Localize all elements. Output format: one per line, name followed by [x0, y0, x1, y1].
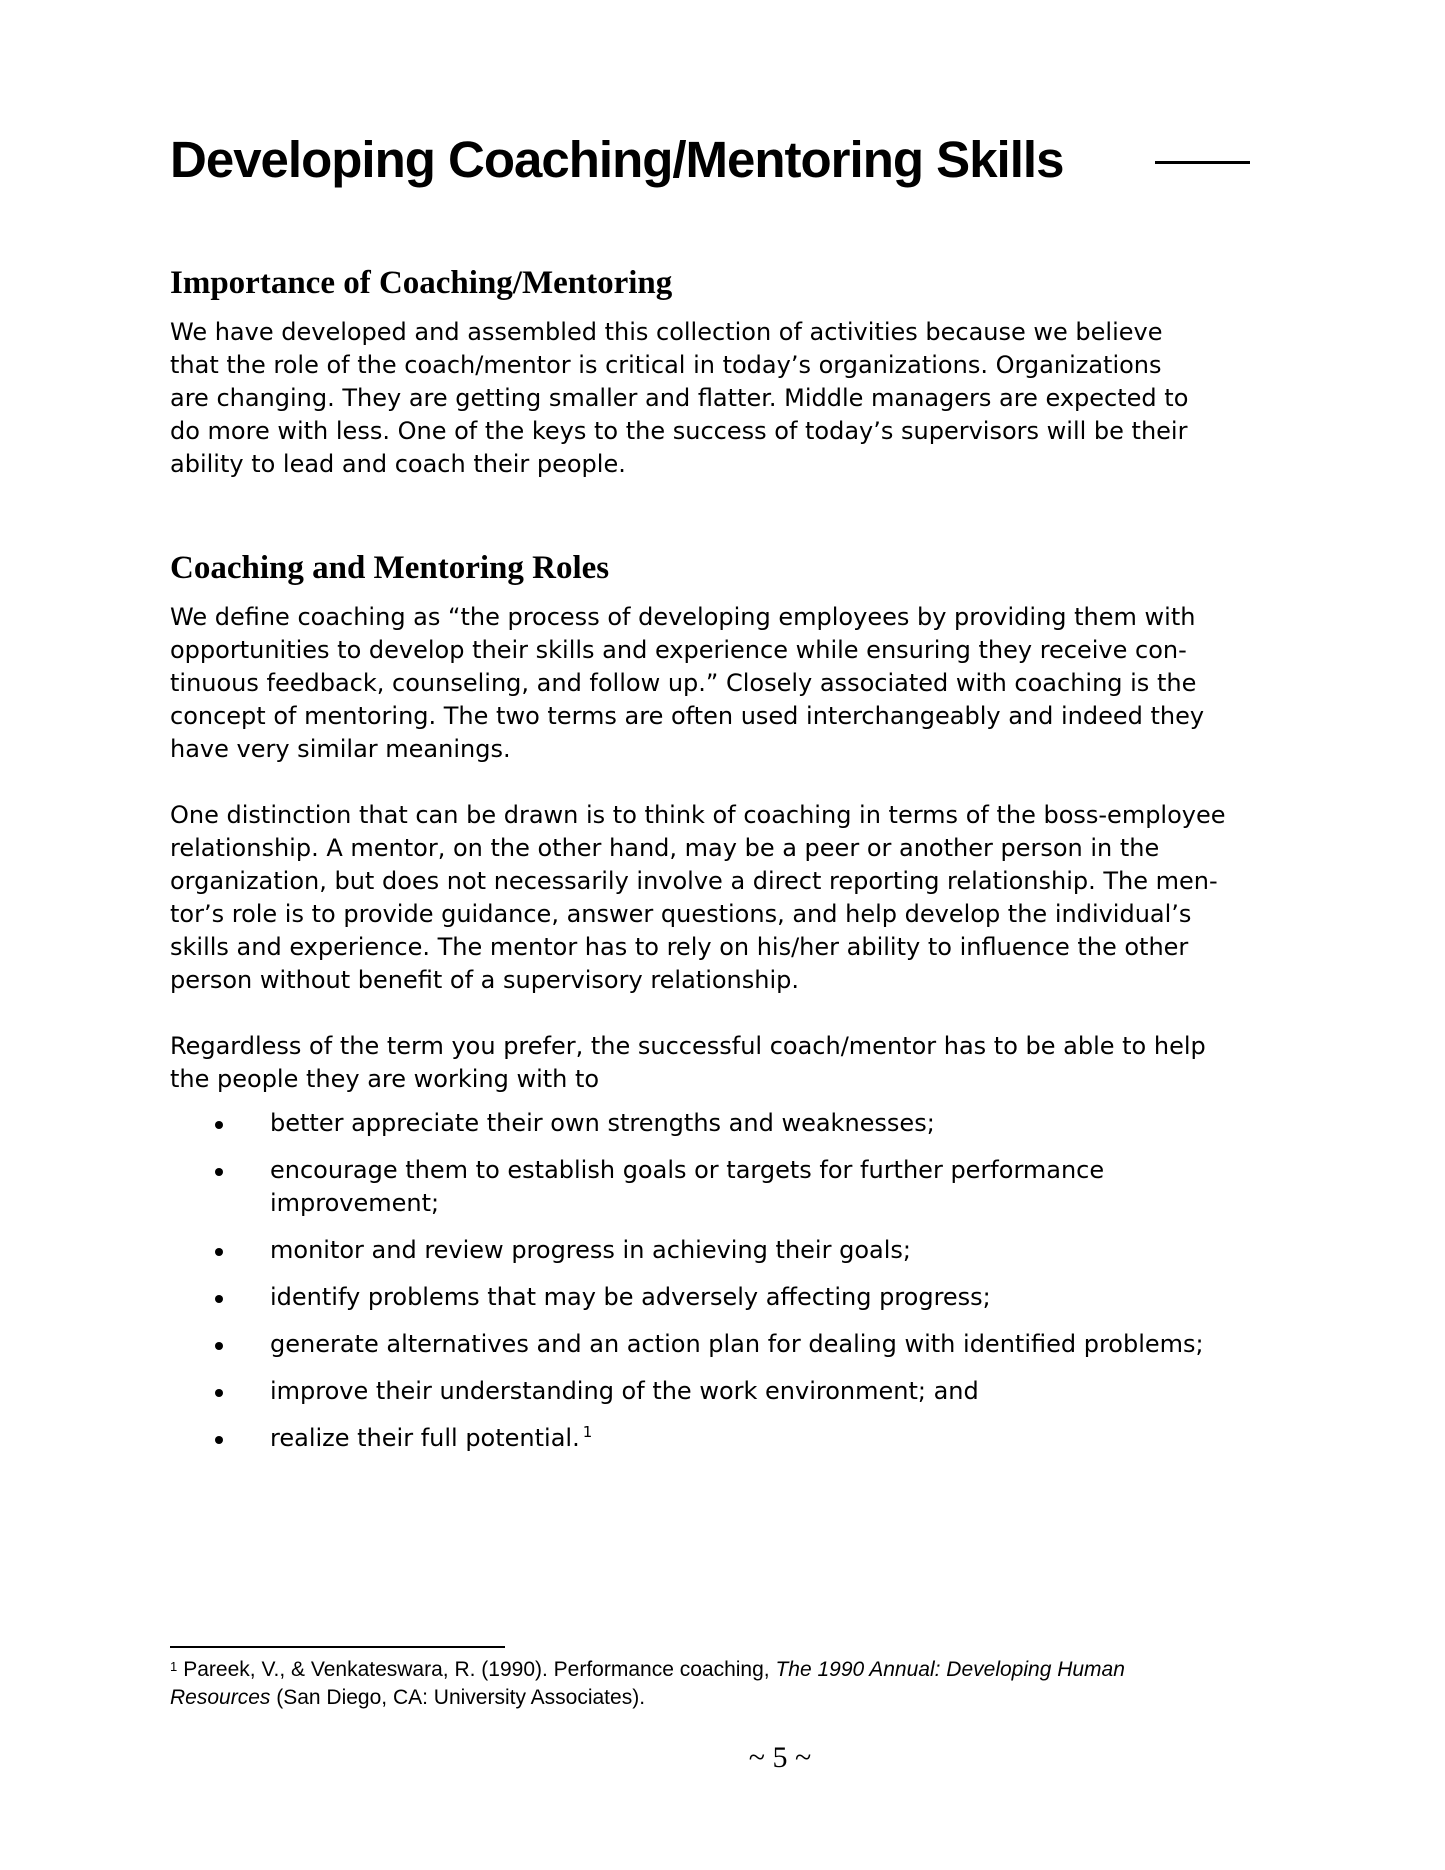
text-line: ability to lead and coach their people.	[170, 450, 626, 478]
text-line: tinuous feedback, counseling, and follow up.” Closely associated with coaching is the	[170, 669, 1197, 697]
text-line: tor’s role is to provide guidance, answer questions, and help develop the individual’s	[170, 900, 1192, 928]
footnote-separator	[170, 1646, 505, 1648]
list-item	[170, 1154, 1300, 1220]
text-line: opportunities to develop their skills and experience while ensuring they receive con-	[170, 636, 1187, 664]
list-item-text-with-footnote	[270, 1422, 1300, 1455]
text-line: Regardless of the term you prefer, the successful coach/mentor has to be able to help	[170, 1032, 1206, 1060]
list-item-text: improvement;	[270, 1189, 440, 1217]
title-rule	[1155, 161, 1250, 164]
footnote-reference[interactable]: 1	[582, 1423, 593, 1441]
text-line: One distinction that can be drawn is to think of coaching in terms of the boss-employee	[170, 801, 1226, 829]
text-line: organization, but does not necessarily involve a direct reporting relationship. The men-	[170, 867, 1218, 895]
list-item-text: generate alternatives and an action plan for dealing with identified problems;	[270, 1330, 1204, 1358]
list-item	[170, 1281, 1300, 1314]
document-page	[170, 0, 1300, 1870]
text-line: do more with less. One of the keys to the success of today’s supervisors will be their	[170, 417, 1188, 445]
list-item-text: encourage them to establish goals or targets for further performance	[270, 1156, 1105, 1184]
bullet-list	[170, 1107, 1300, 1469]
title-row	[170, 128, 1280, 198]
text-line: skills and experience. The mentor has to rely on his/her ability to influence the other	[170, 933, 1189, 961]
text-line: the people they are working with to	[170, 1065, 600, 1093]
paragraph-distinction	[170, 799, 1300, 997]
paragraph-coaching-definition	[170, 601, 1300, 766]
text-line: that the role of the coach/mentor is critical in today’s organizations. Organizations	[170, 351, 1162, 379]
bullet-icon	[215, 1342, 223, 1350]
list-item-text: improve their understanding of the work environment; and	[270, 1377, 979, 1405]
bullet-icon	[215, 1168, 223, 1176]
list-item-text: realize their full potential.	[270, 1424, 580, 1452]
paragraph-regardless	[170, 1030, 1300, 1096]
text-line: We have developed and assembled this collection of activities because we believe	[170, 318, 1163, 346]
footnote-text: (San Diego, CA: University Associates).	[270, 1686, 646, 1709]
footnote	[170, 1656, 1300, 1712]
list-item	[170, 1234, 1300, 1267]
bullet-icon	[215, 1295, 223, 1303]
text-line: We define coaching as “the process of developing employees by providing them with	[170, 603, 1196, 631]
bullet-icon	[215, 1389, 223, 1397]
page-title: Developing Coaching/Mentoring Skills	[170, 131, 1064, 188]
footnote-text: Pareek, V., & Venkateswara, R. (1990). Performance coaching,	[183, 1658, 776, 1681]
paragraph-importance	[170, 316, 1300, 481]
footnote-marker: 1	[170, 1659, 178, 1674]
bullet-icon	[215, 1436, 223, 1444]
list-item	[170, 1375, 1300, 1408]
list-item-text: identify problems that may be adversely affecting progress;	[270, 1283, 991, 1311]
footnote-source-title: Resources	[170, 1686, 271, 1709]
section-heading-roles: Coaching and Mentoring Roles	[170, 550, 610, 586]
text-line: concept of mentoring. The two terms are often used interchangeably and indeed they	[170, 702, 1205, 730]
list-item	[170, 1422, 1300, 1455]
list-item-text: better appreciate their own strengths and weaknesses;	[270, 1109, 935, 1137]
section-heading-importance: Importance of Coaching/Mentoring	[170, 265, 673, 301]
list-item-text: monitor and review progress in achieving their goals;	[270, 1236, 911, 1264]
list-item	[170, 1328, 1300, 1361]
footnote-line	[170, 1684, 1300, 1712]
text-line: person without benefit of a supervisory relationship.	[170, 966, 800, 994]
page-number: ~ 5 ~	[748, 1741, 812, 1774]
text-line: relationship. A mentor, on the other hand, may be a peer or another person in the	[170, 834, 1160, 862]
text-line: have very similar meanings.	[170, 735, 511, 763]
list-item	[170, 1107, 1300, 1140]
footnote-source-title: The 1990 Annual: Developing Human	[775, 1658, 1125, 1681]
text-line: are changing. They are getting smaller and flatter. Middle managers are expected to	[170, 384, 1189, 412]
bullet-icon	[215, 1121, 223, 1129]
footnote-line	[170, 1656, 1300, 1684]
bullet-icon	[215, 1248, 223, 1256]
